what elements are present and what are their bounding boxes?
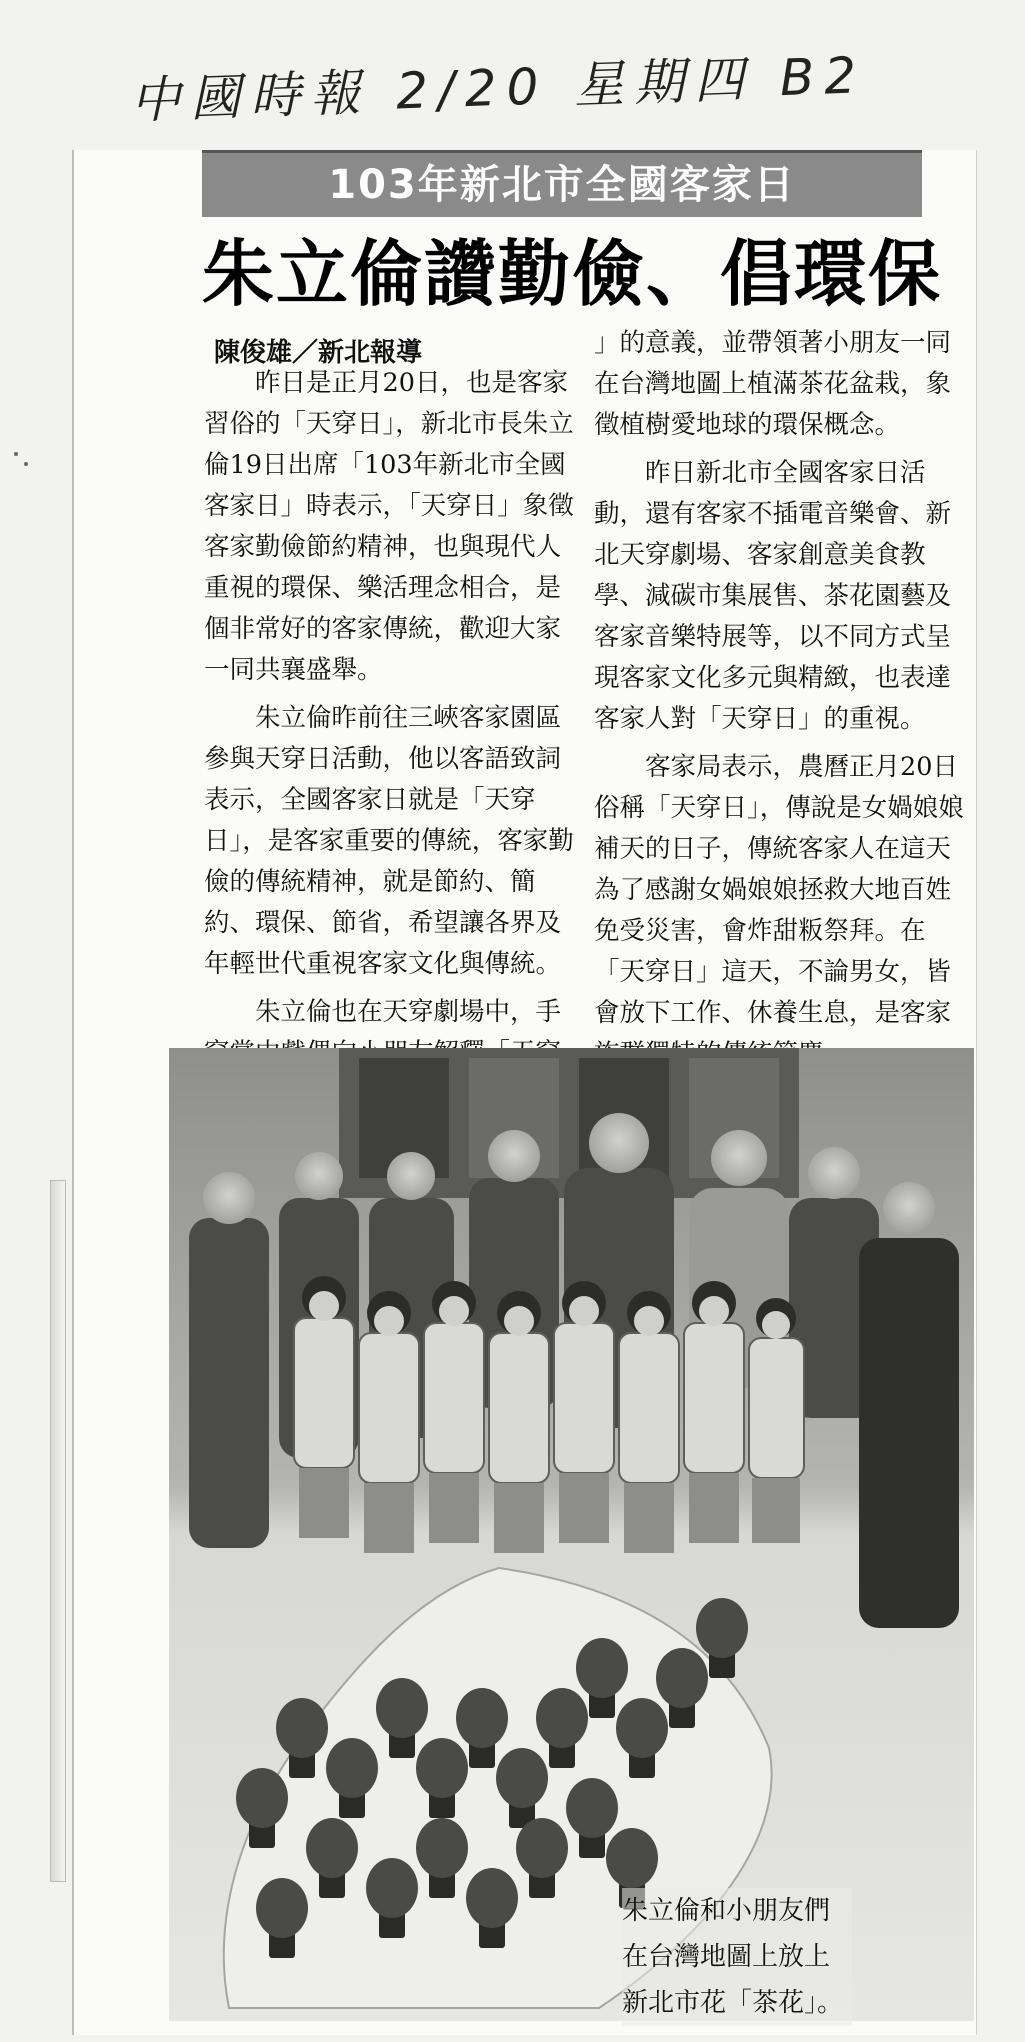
paragraph: 」的意義，並帶領著小朋友一同在台灣地圖上植滿茶花盆栽，象徵植樹愛地球的環保概念。: [594, 328, 952, 440]
scan-speck: [14, 452, 18, 456]
paragraph: 昨日是正月20日，也是客家習俗的「天穿日」，新北市長朱立倫19日出席「103年新北市全國客家日」時表示，「天穿日」象徵客家勤儉節約精神，也與現代人重視的環保、樂活理念相合，是個非常好的客家傳統，歡迎大家一同共襄盛舉。: [204, 368, 574, 685]
photo-caption: 朱立倫和小朋友們在台灣地圖上放上新北市花「茶花」。: [622, 1888, 852, 2026]
scan-speck: [24, 462, 28, 466]
kicker-text: 103年新北市全國客家日: [328, 162, 796, 208]
article-column-left: [204, 363, 584, 1122]
paragraph: 客家局表示，農曆正月20日俗稱「天穿日」，傳說是女媧娘娘補天的日子，傳統客家人在這天為了感謝女媧娘娘拯救大地百姓免受災害，會炸甜粄祭拜。在「天穿日」這天，不論男女，皆會放下工作、休養生息，是客家: [594, 752, 964, 1028]
handwritten-annotation: 中國時報 2/20 星期四 B2: [129, 46, 868, 130]
paragraph: 朱立倫也在天穿劇場中，手: [255, 997, 562, 1027]
article-headline: 朱立倫讚勤儉、倡環保: [202, 231, 943, 316]
event-photo: [169, 1048, 974, 2021]
paragraph: 朱立倫昨前往三峽客家園區參與天穿日活動，他以客語致詞表示，全國客家日就是「天穿日」，是客家重要的傳統，客家勤儉的傳統精神，就是節約、簡約、環保、節省，希望讓各界及年輕世代重視客家文化與傳統。: [204, 703, 574, 979]
clipping-fold-edge: [50, 1180, 66, 1882]
article-kicker: [202, 150, 922, 217]
article-column-right: [594, 323, 974, 1082]
paragraph: 昨日新北市全國客家日活動，還有客家不插電音樂會、新北天穿劇場、客家創意美食教學、減碳市集展售、茶花園藝及客家音樂特展等，以不同方式呈現客家文化多元與精緻，也表達客家人對「天穿日」的重視。: [594, 458, 952, 734]
photo-illustration: [169, 1048, 974, 2021]
article-byline: 陳俊雄／新北報導: [214, 338, 423, 368]
newspaper-clipping: [72, 150, 977, 2035]
